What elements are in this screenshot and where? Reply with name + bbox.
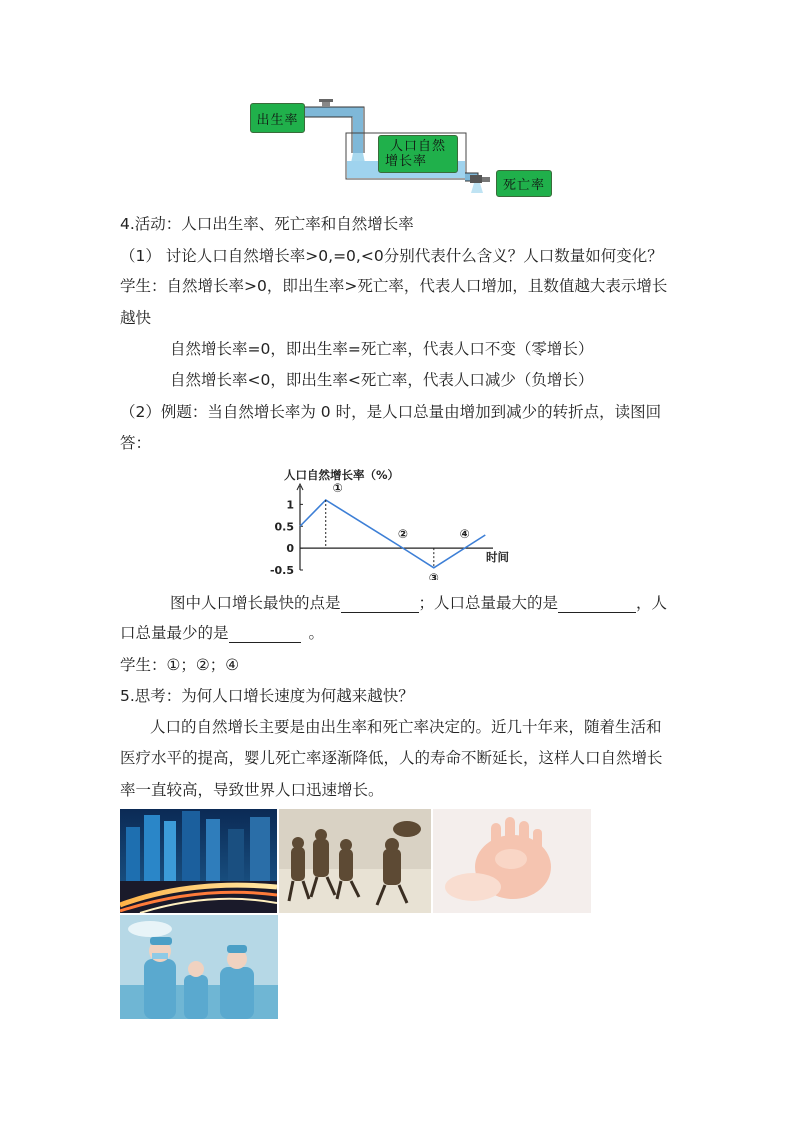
question-part1: 图中人口增长最快的点是 [170, 594, 341, 612]
y-tick-label: 0 [286, 542, 294, 556]
question2-line1: （2）例题：当自然增长率为 0 时，是人口总量由增加到减少的转折点，读图回 [120, 403, 662, 421]
question-fill-line1 [170, 593, 667, 613]
chart-title: 人口自然增长率（%） [284, 468, 400, 482]
question-fill-line2 [120, 623, 324, 643]
question-line2-end: 。 [308, 624, 325, 642]
question-line2-start: 口总量最少的是 [120, 624, 229, 642]
y-tick-label: -0.5 [269, 564, 294, 577]
surgeons-photo [120, 915, 278, 1019]
death-rate-label: 死亡率 [502, 178, 545, 193]
natural-growth-label-1: 人口自然 [389, 139, 446, 154]
point-label-2: ② [397, 527, 409, 542]
chart-xlabel: 时间 [486, 550, 509, 564]
point-label-4: ④ [459, 527, 470, 542]
outlet-faucet-icon [482, 177, 490, 182]
question-part2: ；人口总量最大的是 [418, 594, 559, 612]
blank-3[interactable] [229, 626, 301, 643]
blank-1[interactable] [341, 596, 419, 613]
answer1-line2: 越快 [120, 309, 152, 327]
point-label-1: ① [332, 481, 343, 495]
natural-growth-label-2: 增长率 [385, 154, 428, 169]
birth-rate-label: 出生率 [256, 112, 299, 128]
point-label-3: ③ [428, 570, 439, 580]
question-answer: 学生：①；②；④ [120, 656, 240, 674]
section5-para-line3: 率一直较高，导致世界人口迅速增长。 [120, 781, 384, 799]
birth-rate-box [250, 103, 305, 133]
blank-2[interactable] [558, 596, 636, 613]
death-rate-box [496, 170, 552, 197]
section5-heading: 5.思考：为何人口增长速度为何越来越快？ [120, 687, 414, 705]
y-tick-label: 1 [286, 498, 294, 512]
y-tick-label: 0.5 [274, 520, 294, 534]
answer1-line1: 学生：自然增长率>0，即出生率>死亡率，代表人口增加，且数值越大表示增长 [120, 277, 668, 295]
growth-rate-chart [268, 462, 528, 580]
question2-line2: 答： [120, 434, 152, 452]
city-night-photo [120, 809, 277, 913]
answer3: 自然增长率<0，即出生率<死亡率，代表人口减少（负增长） [170, 371, 594, 389]
question-part3: ，人 [636, 594, 668, 612]
outflow-stream [471, 183, 483, 193]
section5-para-line1: 人口的自然增长主要是由出生率和死亡率决定的。近几十年来，随着生活和 [150, 718, 662, 736]
question1: （1） 讨论人口自然增长率>0,=0,<0分别代表什么含义？人口数量如何变化？ [120, 247, 663, 265]
natural-growth-box [378, 135, 458, 173]
section4-heading: 4.活动：人口出生率、死亡率和自然增长率 [120, 215, 414, 233]
section5-para-line2: 医疗水平的提高，婴儿死亡率逐渐降低，人的寿命不断延长，这样人口自然增长 [120, 749, 663, 767]
answer2: 自然增长率=0，即出生率=死亡率，代表人口不变（零增长） [170, 340, 594, 358]
growth-rate-chart-svg [268, 462, 528, 580]
baby-hand-photo [433, 809, 591, 913]
soldiers-photo [279, 809, 431, 913]
growth-rate-line [300, 500, 485, 568]
